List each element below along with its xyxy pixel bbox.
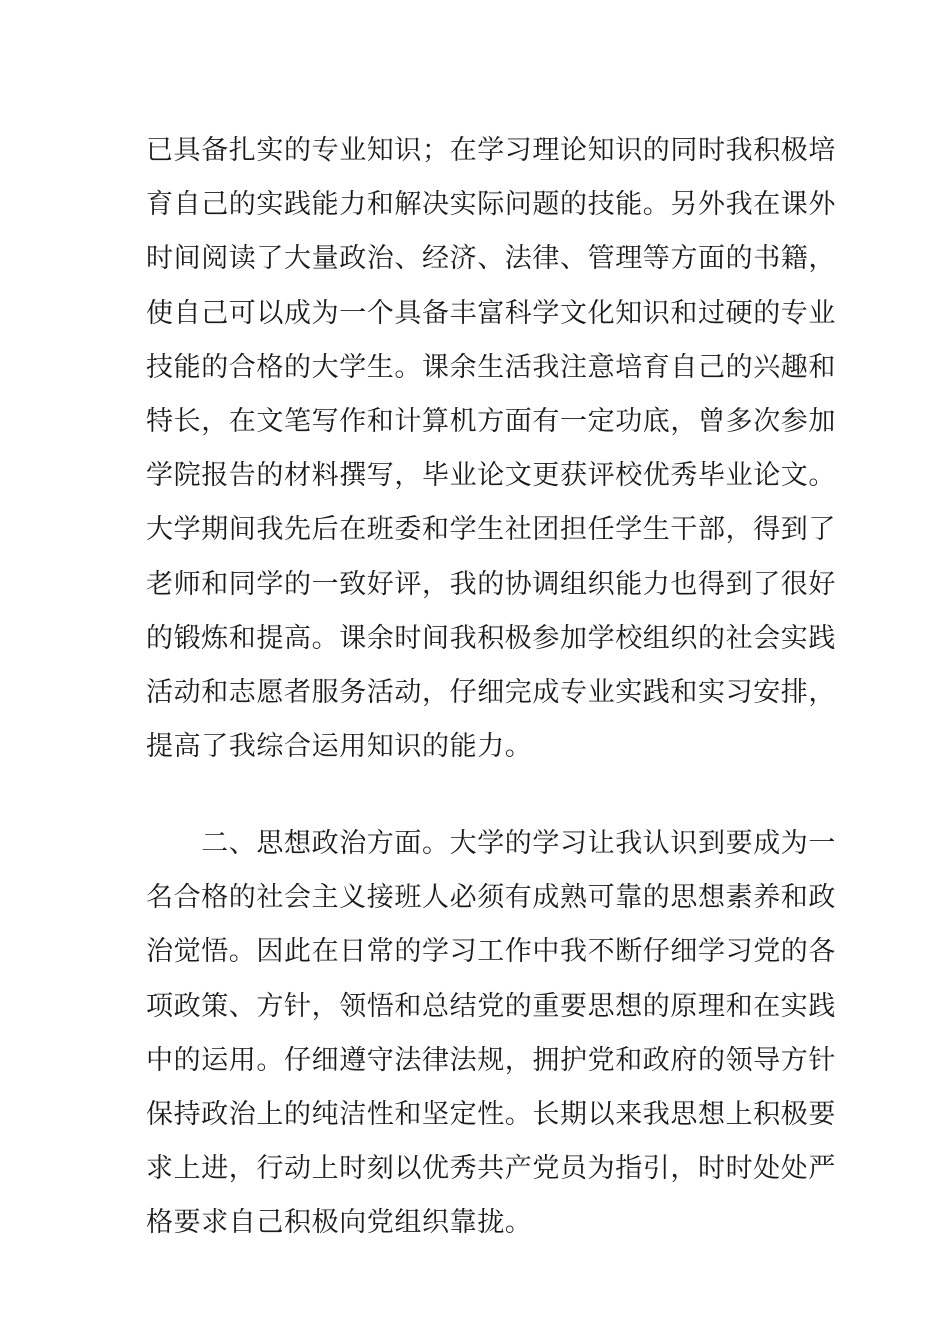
paragraph-line: 技能的合格的大学生。课余生活我注意培育自己的兴趣和: [146, 351, 836, 383]
paragraph-line: 中的运用。仔细遵守法律法规，拥护党和政府的领导方针: [146, 1044, 836, 1076]
paragraph-line: 求上进，行动上时刻以优秀共产党员为指引，时时处处严: [146, 1153, 836, 1185]
paragraph-2: [146, 817, 836, 1251]
paragraph-line: 保持政治上的纯洁性和坚定性。长期以来我思想上积极要: [146, 1098, 836, 1130]
paragraph-line: 特长，在文笔写作和计算机方面有一定功底，曾多次参加: [146, 405, 836, 437]
paragraph-line: 育自己的实践能力和解决实际问题的技能。另外我在课外: [146, 189, 836, 221]
paragraph-line: 二、思想政治方面。大学的学习让我认识到要成为一: [146, 828, 836, 859]
paragraph-line: 使自己可以成为一个具备丰富科学文化知识和过硬的专业: [146, 297, 836, 329]
paragraph-line: 的锻炼和提高。课余时间我积极参加学校组织的社会实践: [146, 622, 836, 654]
paragraph-line: 学院报告的材料撰写，毕业论文更获评校优秀毕业论文。: [146, 460, 836, 492]
paragraph-line: 时间阅读了大量政治、经济、法律、管理等方面的书籍，: [146, 243, 836, 275]
paragraph-line: 大学期间我先后在班委和学生社团担任学生干部，得到了: [146, 514, 836, 546]
paragraph-line: 名合格的社会主义接班人必须有成熟可靠的思想素养和政: [146, 882, 836, 914]
paragraph-1: [146, 124, 836, 774]
paragraph-line: 已具备扎实的专业知识；在学习理论知识的同时我积极培: [146, 135, 836, 166]
paragraph-line: 项政策、方针，领悟和总结党的重要思想的原理和在实践: [146, 990, 836, 1022]
paragraph-line: 格要求自己积极向党组织靠拢。: [146, 1207, 533, 1239]
paragraph-line: 老师和同学的一致好评，我的协调组织能力也得到了很好: [146, 568, 836, 600]
paragraph-line: 提高了我综合运用知识的能力。: [146, 731, 533, 763]
paragraph-line: 治觉悟。因此在日常的学习工作中我不断仔细学习党的各: [146, 936, 836, 968]
paragraph-line: 活动和志愿者服务活动，仔细完成专业实践和实习安排，: [146, 676, 836, 708]
